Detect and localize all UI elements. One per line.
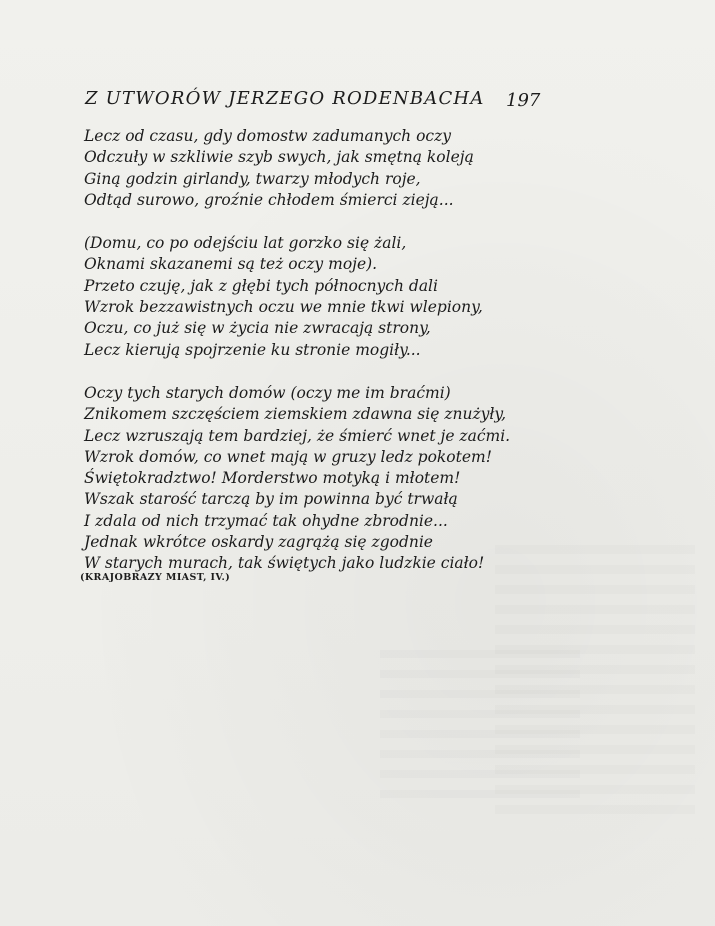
page-number: 197 <box>506 90 541 111</box>
running-title: Z UTWORÓW JERZEGO RODENBACHA <box>85 88 485 109</box>
poem-line: I zdala od nich trzymać tak ohydne zbrodnie... <box>84 511 448 530</box>
poem-line: Lecz kierują spojrzenie ku stronie mogiły... <box>84 340 421 359</box>
poem-line: Oczy tych starych domów (oczy me im braćmi) <box>84 383 451 402</box>
poem-line: Oczu, co już się w życia nie zwracają strony, <box>84 319 431 338</box>
show-through-text <box>380 650 580 810</box>
poem-line: Oknami skazanemi są też oczy moje). <box>84 255 378 274</box>
poem-line: Przeto czuję, jak z głębi tych północnych dali <box>84 276 438 295</box>
poem-line: Znikomem szczęściem ziemskiem zdawna się znużyły, <box>84 405 507 424</box>
poem-line: Wszak starość tarczą by im powinna być trwałą <box>84 490 458 509</box>
poem-line: Giną godzin girlandy, twarzy młodych roje, <box>84 169 421 188</box>
poem-line: Wzrok bezzawistnych oczu we mnie tkwi wlepiony, <box>84 298 483 317</box>
poem-line: W starych murach, tak świętych jako ludzkie ciało! <box>84 554 485 573</box>
poem-line: Świętokradztwo! Morderstwo motyką i młotem! <box>84 469 461 488</box>
stanza-2 <box>84 233 684 361</box>
stanza-1 <box>84 126 684 211</box>
poem <box>84 126 684 597</box>
stanza-3 <box>84 383 684 575</box>
poem-line: Jednak wkrótce oskardy zagrążą się zgodnie <box>84 533 433 552</box>
poem-line: (Domu, co po odejściu lat gorzko się żali, <box>84 234 407 253</box>
poem-line: Lecz wzruszają tem bardziej, że śmierć wnet je zaćmi. <box>84 426 511 445</box>
poem-line: Odczuły w szkliwie szyb swych, jak smętną koleją <box>84 148 474 167</box>
poem-line: Lecz od czasu, gdy domostw zadumanych oczy <box>84 127 452 145</box>
poem-line: Wzrok domów, co wnet mają w gruzy ledz pokotem! <box>84 447 492 466</box>
source-note: (KRAJOBRAZY MIAST, IV.) <box>80 572 231 583</box>
poem-line: Odtąd surowo, groźnie chłodem śmierci zieją... <box>84 190 454 209</box>
